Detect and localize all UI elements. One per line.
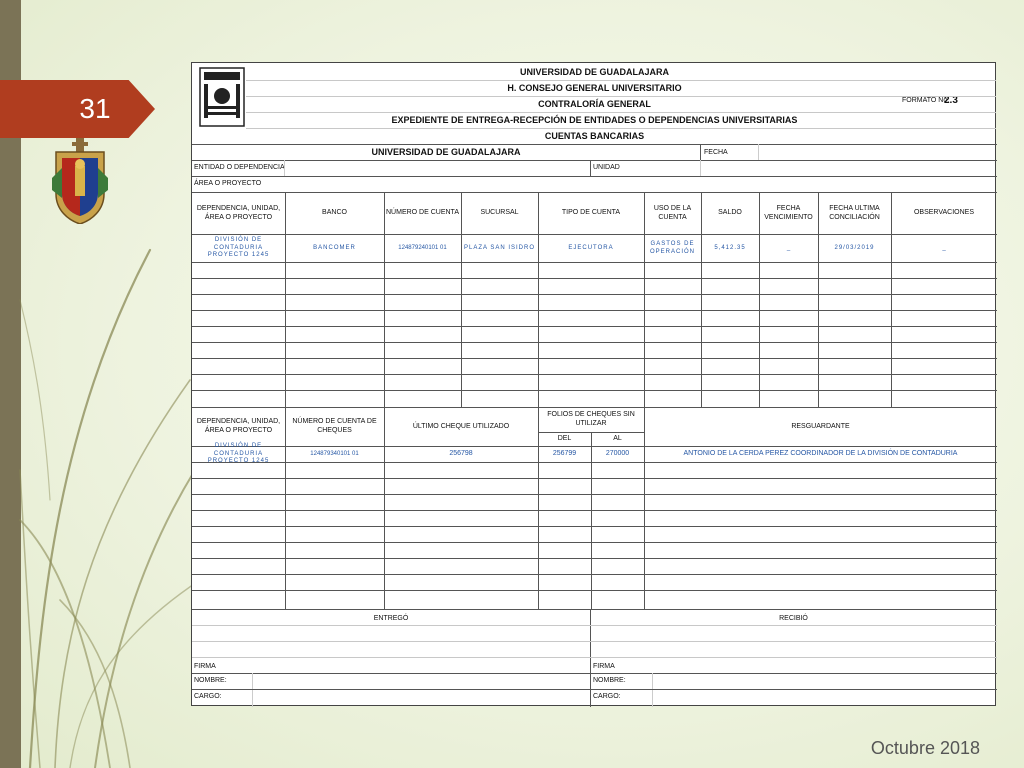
cheque-col-dependencia: DEPENDENCIA, UNIDAD, ÁREA O PROYECTO bbox=[196, 418, 281, 434]
firma-recibe-label: FIRMA bbox=[593, 663, 615, 670]
fecha-label: FECHA bbox=[704, 149, 728, 156]
bank-accounts-form bbox=[191, 62, 996, 706]
formato-number: 2.3 bbox=[944, 95, 958, 106]
account-numero: 124879240101 01 bbox=[398, 244, 447, 251]
footer-date: Octubre 2018 bbox=[870, 738, 980, 758]
account-tipo: EJECUTORA bbox=[568, 244, 614, 251]
cheque-col-numero: NÚMERO DE CUENTA DE CHEQUES bbox=[292, 418, 377, 434]
cheque-col-del: DEL bbox=[557, 435, 572, 443]
cheque-folio-al: 270000 bbox=[605, 450, 630, 458]
header-council: H. CONSEJO GENERAL UNIVERSITARIO bbox=[507, 83, 682, 93]
cheque-resguardante: ANTONIO DE LA CERDA PEREZ COORDINADOR DE LA DIVISIÓN DE CONTADURIA bbox=[683, 450, 958, 458]
account-banco: BANCOMER bbox=[313, 244, 356, 251]
cargo-entrega-label: CARGO: bbox=[194, 693, 222, 700]
recibio-label: RECIBIÓ bbox=[779, 615, 808, 622]
col-numero-cuenta: NÚMERO DE CUENTA bbox=[386, 209, 459, 217]
org-title: UNIVERSIDAD DE GUADALAJARA bbox=[371, 147, 521, 157]
entidad-label: ENTIDAD O DEPENDENCIA bbox=[194, 164, 285, 171]
cheque-numero: 124879340101 01 bbox=[310, 450, 359, 457]
entrego-label: ENTREGÓ bbox=[373, 615, 409, 622]
cheque-col-resguardante: RESGUARDANTE bbox=[791, 422, 850, 430]
university-crest-icon bbox=[48, 138, 112, 224]
nombre-entrega-label: NOMBRE: bbox=[194, 677, 227, 684]
col-observaciones: OBSERVACIONES bbox=[913, 209, 975, 217]
header-expediente: EXPEDIENTE DE ENTREGA-RECEPCIÓN DE ENTIDADES O DEPENDENCIAS UNIVERSITARIAS bbox=[391, 115, 798, 125]
account-conciliacion: 29/03/2019 bbox=[834, 244, 875, 251]
account-sucursal: PLAZA SAN ISIDRO bbox=[463, 244, 536, 251]
account-observaciones: _ bbox=[942, 244, 946, 251]
slide-number: 31 bbox=[79, 93, 111, 124]
account-dependencia: DIVISIÓN DE CONTADURIA PROYECTO 1245 bbox=[207, 237, 270, 259]
header-section: CUENTAS BANCARIAS bbox=[544, 131, 645, 141]
cargo-recibe-label: CARGO: bbox=[593, 693, 621, 700]
col-uso-cuenta: USO DE LA CUENTA bbox=[653, 204, 692, 221]
unidad-label: UNIDAD bbox=[593, 164, 620, 171]
col-saldo: SALDO bbox=[718, 209, 742, 217]
account-vencimiento: _ bbox=[786, 244, 791, 251]
firma-entrega-label: FIRMA bbox=[194, 663, 216, 670]
cheque-col-folios: FOLIOS DE CHEQUES SIN UTILIZAR bbox=[547, 411, 635, 427]
cheque-col-al: AL bbox=[613, 435, 622, 443]
col-dependencia: DEPENDENCIA, UNIDAD, ÁREA O PROYECTO bbox=[196, 204, 281, 221]
area-label: ÁREA O PROYECTO bbox=[194, 180, 262, 187]
header-university: UNIVERSIDAD DE GUADALAJARA bbox=[519, 67, 669, 77]
cheque-col-ultimo: ÚLTIMO CHEQUE UTILIZADO bbox=[412, 422, 510, 430]
col-fecha-vencimiento: FECHA VENCIMIENTO bbox=[764, 204, 813, 221]
cheque-ultimo: 256798 bbox=[449, 450, 473, 458]
cheque-dependencia: DIVISIÓN DE CONTADURIA PROYECTO 1245 bbox=[207, 443, 270, 465]
formato-label: FORMATO No. bbox=[902, 97, 950, 104]
nombre-recibe-label: NOMBRE: bbox=[593, 677, 626, 684]
col-tipo-cuenta: TIPO DE CUENTA bbox=[561, 209, 621, 217]
header-comptroller: CONTRALORÍA GENERAL bbox=[538, 99, 651, 109]
cheque-folio-del: 256799 bbox=[552, 450, 577, 458]
col-sucursal: SUCURSAL bbox=[480, 209, 519, 217]
account-uso: GASTOS DE OPERACIÓN bbox=[649, 241, 695, 255]
col-fecha-conciliacion: FECHA ULTIMA CONCILIACIÓN bbox=[829, 204, 880, 221]
col-banco: BANCO bbox=[322, 209, 347, 217]
account-saldo: 5,412.35 bbox=[714, 244, 746, 251]
